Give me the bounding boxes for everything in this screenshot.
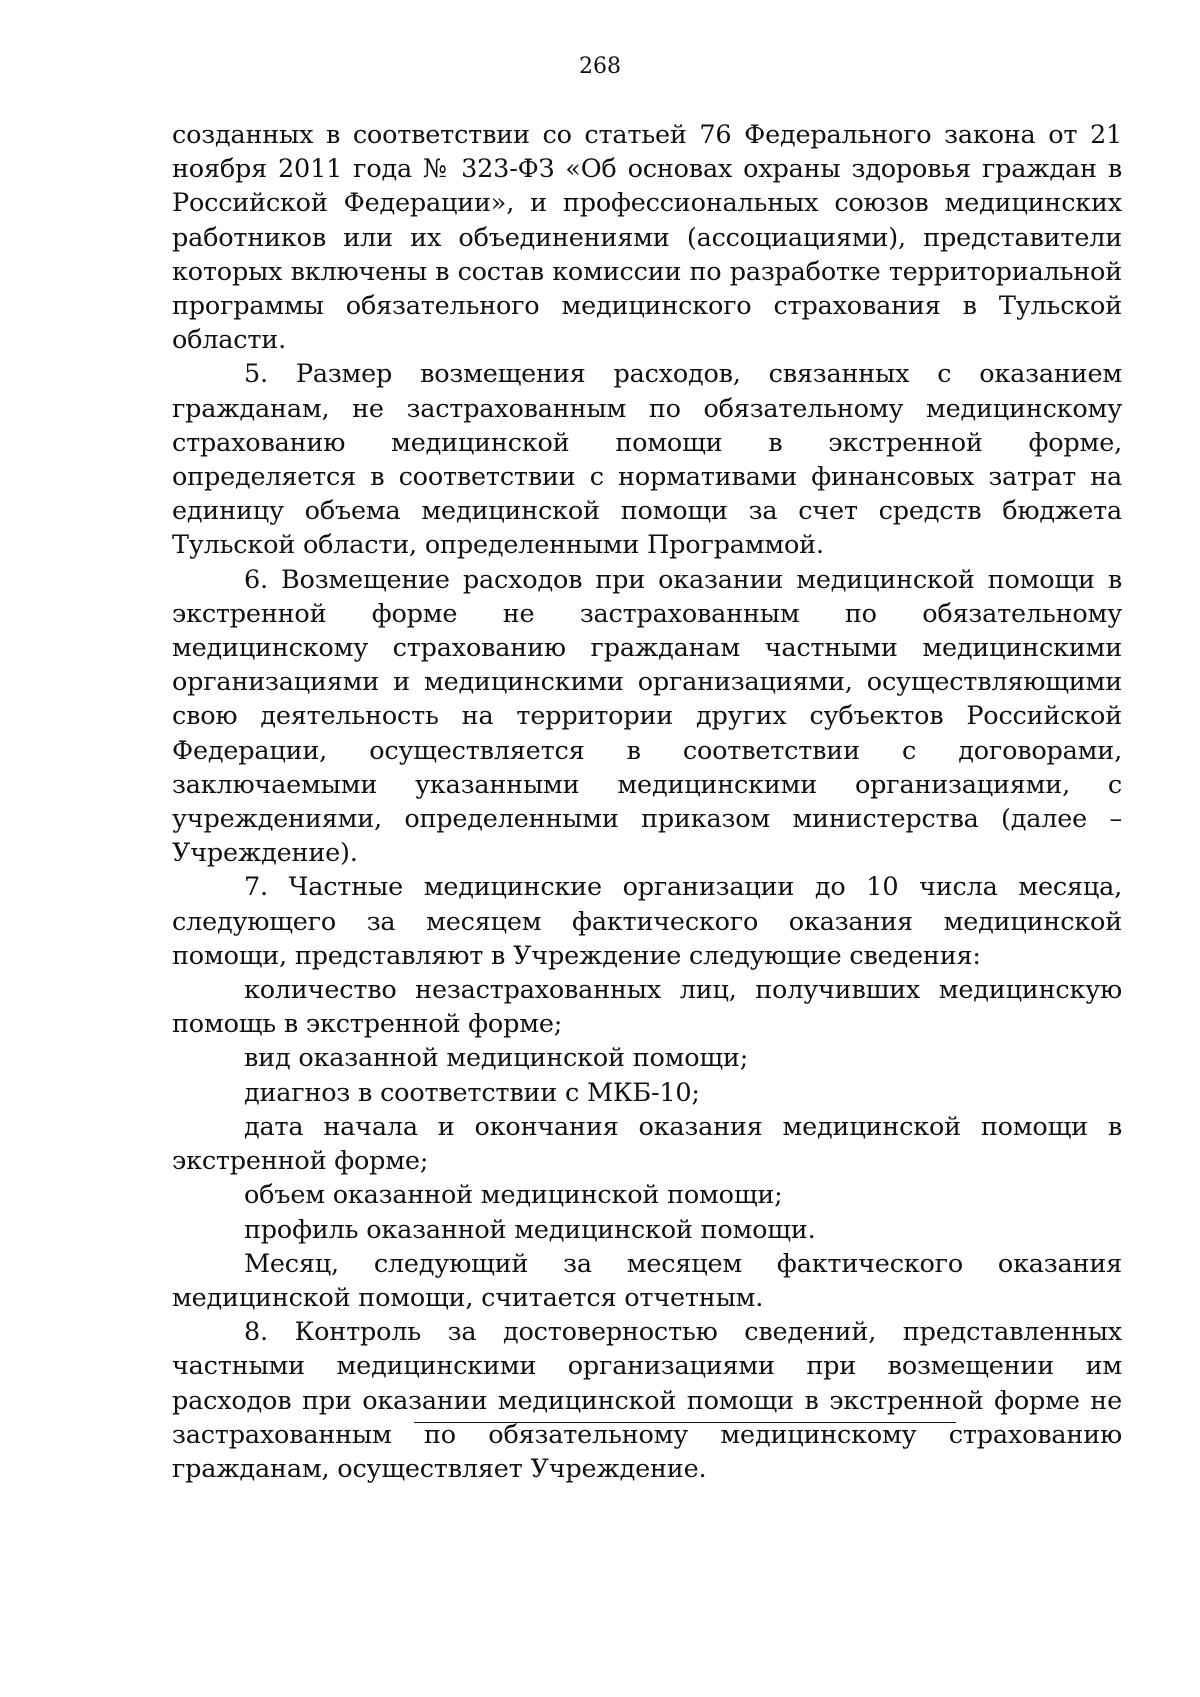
paragraph-item-7: 7. Частные медицинские организации до 10 числа месяца, следующего за месяцем фактического оказания медицинской помощи, представляют в Учреждение следующие сведения:	[172, 872, 1122, 971]
paragraph-item-5: 5. Размер возмещения расходов, связанных с оказанием гражданам, не застрахованным по обязательному медицинскому страхованию медицинской помощи в экстренной форме, определяется в соответствии с нормативами финансовых затрат на единицу объема медицинской помощи за счет средств бюджета Тульской области, определенными Программой.	[172, 359, 1122, 561]
list-item-care-type: вид оказанной медицинской помощи;	[244, 1043, 749, 1074]
paragraph-item-6: 6. Возмещение расходов при оказании медицинской помощи в экстренной форме не застрахованным по обязательному медицинскому страхованию гражданам частными медицинскими организациями и медицинскими организациями, осуществляющими свою деятельность на территории других субъектов Российской Федерации, осуществляется в соответствии с договорами, заключаемыми указанными медицинскими организациями, с учреждениями, определенными приказом министерства (далее – Учреждение).	[172, 564, 1122, 869]
paragraph-item-8: 8. Контроль за достоверностью сведений, представленных частными медицинскими организациями при возмещении им расходов при оказании медицинской помощи в экстренной форме не застрахованным по обязательному медицинскому страхованию гражданам, осуществляет Учреждение.	[172, 1317, 1122, 1484]
list-item-uninsured-count: количество незастрахованных лиц, получивших медицинскую помощь в экстренной форме;	[172, 975, 1122, 1040]
end-of-text-rule	[414, 1422, 956, 1423]
list-item-care-volume: объем оказанной медицинской помощи;	[244, 1180, 783, 1211]
paragraph-continuation: созданных в соответствии со статьей 76 Федерального закона от 21 ноября 2011 года № 323-ФЗ «Об основах охраны здоровья граждан в Российской Федерации», и профессиональных союзов медицинских работников или их объединениями (ассоциациями), представители которых включены в состав комиссии по разработке территориальной программы обязательного медицинского страхования в Тульской области.	[172, 120, 1122, 356]
list-item-care-dates: дата начала и окончания оказания медицинской помощи в экстренной форме;	[172, 1111, 1122, 1177]
list-item-diagnosis: диагноз в соответствии с МКБ-10;	[244, 1077, 700, 1108]
list-item-care-profile: профиль оказанной медицинской помощи.	[244, 1214, 816, 1245]
paragraph-reporting-month: Месяц, следующий за месяцем фактического оказания медицинской помощи, считается отчетным.	[172, 1248, 1122, 1313]
document-body	[172, 118, 1122, 1486]
page-number: 268	[579, 54, 621, 79]
